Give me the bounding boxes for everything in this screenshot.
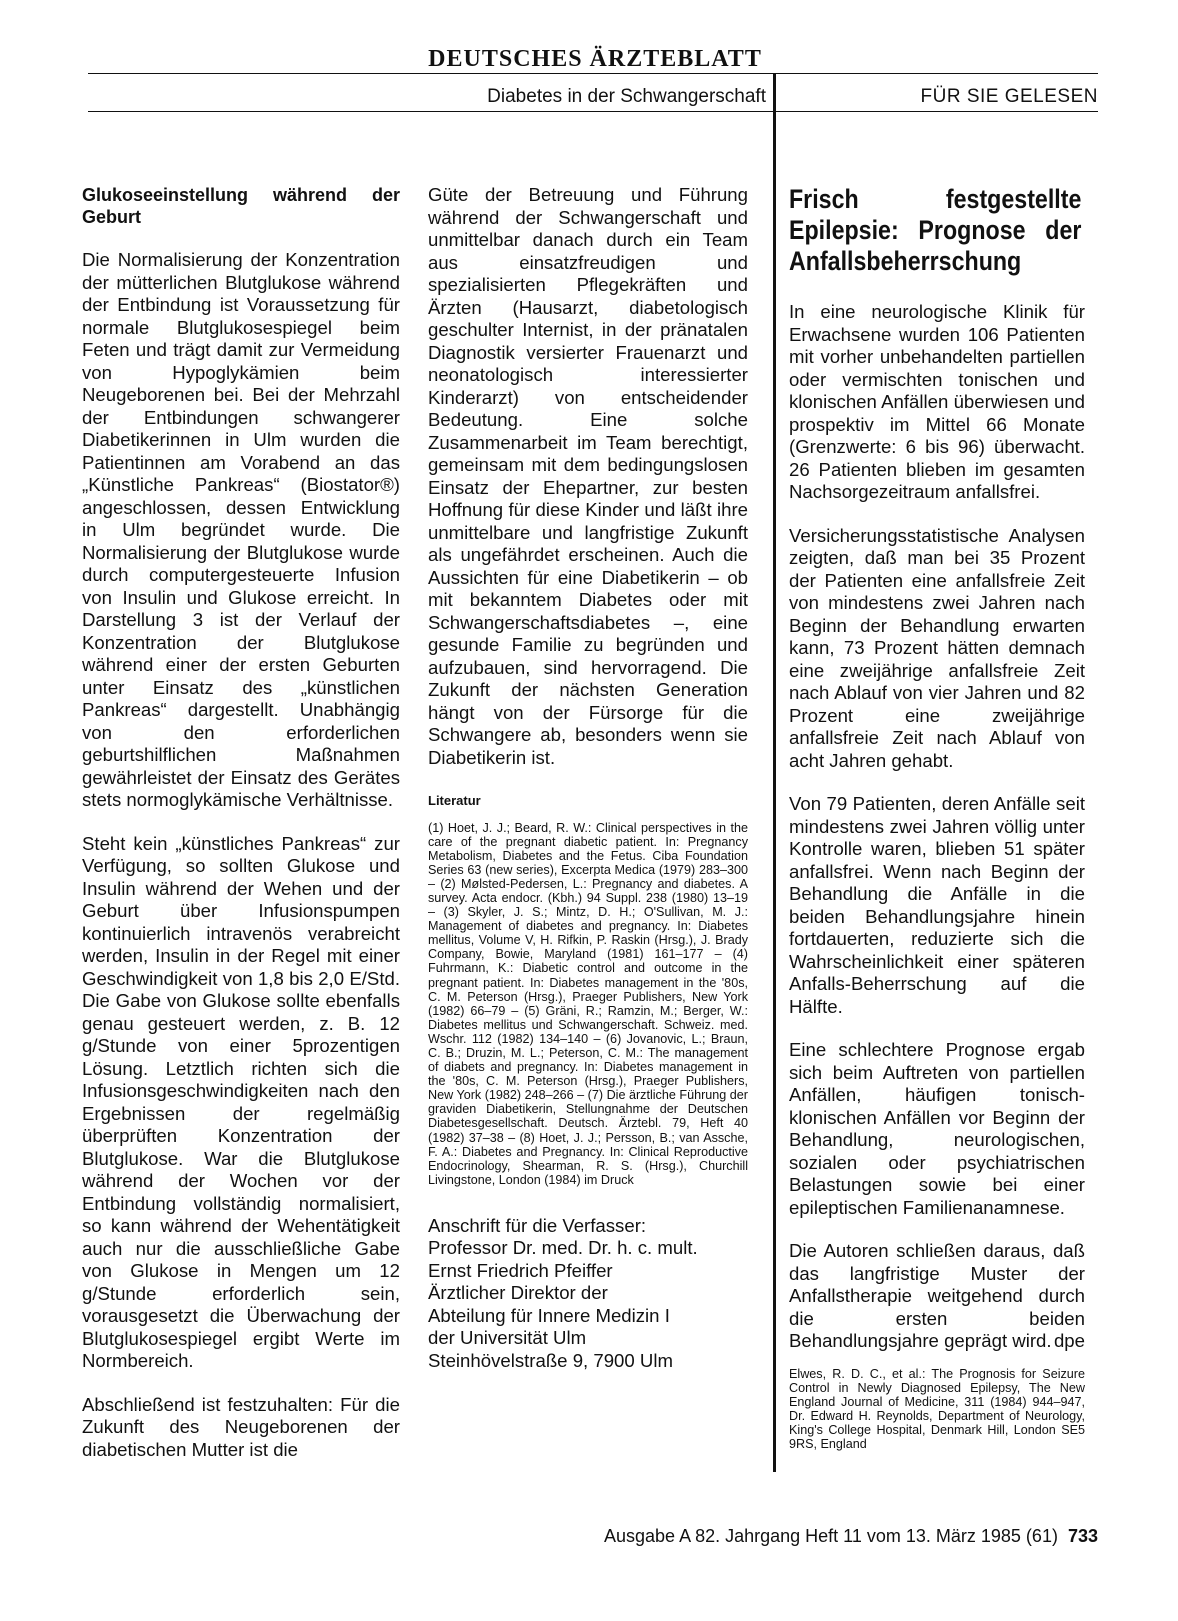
- paragraph: Die Normalisierung der Konzentration der mütterlichen Blutglukose während der Entbindung ist Voraussetzung für normale Blutglukosespiegel beim Feten und trägt damit zur Vermeidung von Hypoglykämien beim Neugeborenen bei. Bei der Mehrzahl der Entbindungen schwangerer Diabetikerinnen in Ulm wurden die Patientinnen am Vorabend an das „Künstliche Pankreas“ (Biostator®) angeschlossen, dessen Entwicklung in Ulm begründet wurde. Die Normalisierung der Blutglukose wurde durch computergesteuerte Infusion von Insulin und Glukose erreicht. In Darstellung 3 ist der Verlauf der Konzentration der Blutglukose während einer der ersten Geburten unter Einsatz des „künstlichen Pankreas“ dargestellt. Unabhängig von den erforderlichen geburtshilflichen Maßnahmen gewährleistet der Einsatz des Gerätes stets normoglykämische Verhältnisse.: [82, 249, 400, 810]
- subheading: Glukoseeinstellung während der Geburt: [82, 185, 400, 227]
- column-2: [428, 184, 748, 1372]
- paragraph: Von 79 Patienten, deren Anfälle seit mindestens zwei Jahren völlig unter Kontrolle waren, blieben 51 später anfallsfrei. Wenn nach Beginn der Behandlung die Anfälle in die beiden Behandlungsjahre hinein fortdauerten, reduzierte sich die Wahrscheinlichkeit einer späteren Anfalls-Beherrschung auf die Hälfte.: [789, 793, 1085, 1017]
- masthead: DEUTSCHES ÄRZTEBLATT: [428, 46, 762, 72]
- rubric-title: FÜR SIE GELESEN: [920, 86, 1098, 107]
- paragraph: [789, 1240, 1085, 1353]
- paragraph: Güte der Betreuung und Führung während der Schwangerschaft und unmittelbar danach durch ein Team aus einsatzfreudigen und spezialisierten Pflegekräften und Ärzten (Hausarzt, diabetologisch geschulter Internist, in der pränatalen Diagnostik versierter Frauenarzt und neonatologisch interessierter Kinderarzt) von entscheidender Bedeutung. Eine solche Zusammenarbeit im Team berechtigt, gemeinsam mit dem bedingungslosen Einsatz der Ehepartner, zur besten Hoffnung für diese Kinder und läßt ihre unmittelbare und langfristige Zukunft als ungefährdet erscheinen. Auch die Aussichten für eine Diabetikerin – ob mit bekanntem Diabetes oder mit Schwangerschaftsdiabetes –, eine gesunde Familie zu begründen und aufzubauen, sind hervorragend. Die Zukunft der nächsten Generation hängt von der Fürsorge für die Schwangere ab, besonders wenn sie Diabetikerin ist.: [428, 184, 748, 768]
- paragraph: Steht kein „künstliches Pankreas“ zur Verfügung, so sollten Glukose und Insulin während der Wehen und der Geburt über Infusionspumpen kontinuierlich intravenös verabreicht werden, Insulin in der Regel mit einer Geschwindigkeit von 1,8 bis 2,0 E/Std. Die Gabe von Glukose sollte ebenfalls genau gesteuert werden, z. B. 12 g/Stunde von einer 5prozentigen Lösung. Letztlich richten sich die Infusionsgeschwindigkeiten nach den Ergebnissen der regelmäßig überprüften Konzentration der Blutglukose. War die Blutglukose während der Wochen vor der Entbindung vollständig normalisiert, so kann während der Wehentätigkeit auch nur die ausschließliche Gabe von Glukose in Mengen um 12 g/Stunde erforderlich sein, vorausgesetzt die Überwachung der Blutglukosespiegel ergibt Werte im Normbereich.: [82, 832, 400, 1371]
- closing-text: Die Autoren schließen daraus, daß das langfristige Muster der Anfallstherapie weitgehend durch die ersten beiden Behandlungsjahre geprägt wird.: [789, 1240, 1085, 1351]
- paragraph: In eine neurologische Klinik für Erwachsene wurden 106 Patienten mit vorher unbehandelten partiellen oder vermischten tonischen und klonischen Anfällen überwiesen und prospektiv im Mittel 66 Monate (Grenzwerte: 6 bis 96) überwacht. 26 Patienten blieben im gesamten Nachsorgezeitraum anfallsfrei.: [789, 301, 1085, 502]
- article-title: Frisch festgestellte Epilepsie: Prognose der Anfallsbeherrschung: [789, 184, 1082, 276]
- literature-heading: Literatur: [428, 793, 481, 808]
- top-rule: [88, 73, 1098, 74]
- header-rule: [88, 111, 1098, 112]
- literature-list: (1) Hoet, J. J.; Beard, R. W.: Clinical perspectives in the care of the pregnant diabetic patient. In: Pregnancy Metabolism, Diabetes and the Fetus. Ciba Foundation Series 63 (new series), Excerpta Medica (1979) 283–300 – (2) Mølsted-Pedersen, L.: Pregnancy and diabetes. A survey. Acta endocr. (Kbh.) 94 Suppl. 238 (1980) 13–19 – (3) Skyler, J. S.; Mintz, D. H.; O'Sullivan, M. J.: Management of diabetes and pregnancy. In: Diabetes mellitus, Volume V, H. Rifkin, P. Raskin (Hrsg.), J. Brady Company, Bowie, Maryland (1981) 161–177 – (4) Fuhrmann, K.: Diabetic control and outcome in the pregnant patient. In: Diabetes management in the '80s, C. M. Peterson (Hrsg.), Praeger Publishers, New York (1982) 66–79 – (5) Gräni, R.; Ramzin, M.; Berger, W.: Diabetes mellitus und Schwangerschaft. Schweiz. med. Wschr. 112 (1982) 134–140 – (6) Jovanovic, L.; Braun, C. B.; Druzin, M. L.; Peterson, C. M.: The management of diabets and pregnancy. In: Diabetes management in the '80s, C. M. Peterson (Hrsg.), Praeger Publishers, New York (1982) 248–266 – (7) Die ärztliche Führung der graviden Diabetikerin, Stellungnahme der Deutschen Diabetesgesellschaft. Deutsch. Ärztebl. 79, Heft 40 (1982) 37–38 – (8) Hoet, J. J.; Persson, B.; van Assche, F. A.: Diabetes and Pregnancy. In: Clinical Reproductive Endocrinology, Shearman, R. S. (Hrsg.), Churchill Livingstone, London (1984) im Druck: [428, 820, 748, 1187]
- column-1: [82, 184, 400, 1482]
- signature: dpe: [1053, 1330, 1085, 1351]
- column-3: [789, 184, 1085, 1451]
- paragraph: Eine schlechtere Prognose ergab sich beim Auftreten von partiellen Anfällen, häufigen tonisch-klonischen Anfällen vor Beginn der Behandlung, neurologischen, sozialen oder psychiatrischen Belastungen sowie bei einer epileptischen Familienanamnese.: [789, 1039, 1085, 1218]
- paragraph: Versicherungsstatistische Analysen zeigten, daß man bei 35 Prozent der Patienten eine anfallsfreie Zeit von mindestens zwei Jahren nach Beginn der Behandlung erwarten kann, 73 Prozent hätten demnach eine zweijährige anfallsfreie Zeit nach Ablauf von vier Jahren und 82 Prozent eine zweijährige anfallsfreie Zeit nach Ablauf von acht Jahren gehabt.: [789, 524, 1085, 771]
- issue-info: Ausgabe A 82. Jahrgang Heft 11 vom 13. März 1985 (61): [604, 1526, 1058, 1546]
- author-address: Anschrift für die Verfasser: Professor Dr. med. Dr. h. c. mult. Ernst Friedrich Pfeiffer Ärztlicher Direktor der Abteilung für Innere Medizin I der Universität Ulm Steinhövelstraße 9, 7900 Ulm: [428, 1214, 698, 1371]
- section-title: Diabetes in der Schwangerschaft: [487, 86, 766, 107]
- source-reference: Elwes, R. D. C., et al.: The Prognosis for Seizure Control in Newly Diagnosed Epilepsy, The New England Journal of Medicine, 311 (1984) 944–947, Dr. Edward H. Reynolds, Department of Neurology, King's College Hospital, Denmark Hill, London SE5 9RS, England: [789, 1366, 1085, 1451]
- page-number: 733: [1067, 1526, 1098, 1546]
- page-footer: [604, 1526, 1098, 1547]
- column-divider: [773, 74, 776, 1472]
- paragraph: Abschließend ist festzuhalten: Für die Zukunft des Neugeborenen der diabetischen Mutter ist die: [82, 1393, 400, 1460]
